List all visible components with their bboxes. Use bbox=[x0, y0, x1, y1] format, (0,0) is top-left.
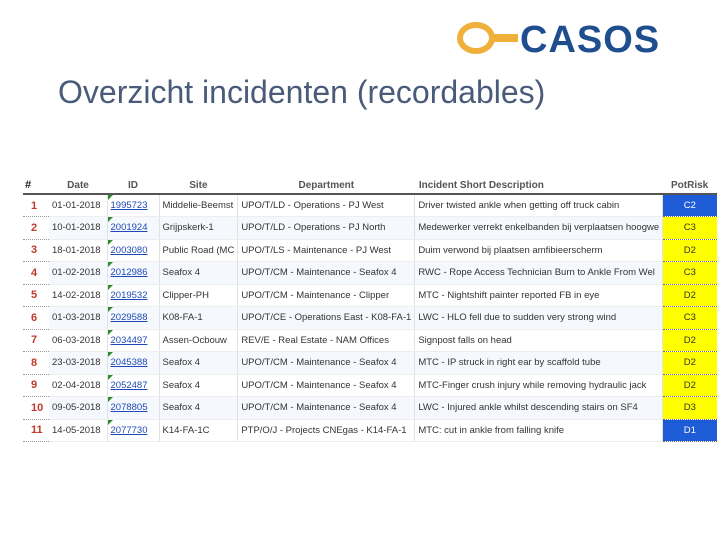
table-row bbox=[23, 194, 717, 217]
table-row bbox=[23, 419, 717, 442]
site-cell: Middelie-Beemst bbox=[159, 194, 238, 217]
table-header-row bbox=[23, 177, 717, 194]
incident-id-link[interactable]: 2019532 bbox=[107, 284, 159, 307]
potrisk-cell: D2 bbox=[663, 352, 717, 375]
description-cell: MTC - Nightshift painter reported FB in eye bbox=[415, 284, 663, 307]
incident-id-link[interactable]: 2003080 bbox=[107, 239, 159, 262]
page-title: Overzicht incidenten (recordables) bbox=[58, 74, 546, 110]
logo-dash-mark bbox=[492, 34, 518, 42]
row-number: 3 bbox=[23, 239, 49, 262]
site-cell: Seafox 4 bbox=[159, 352, 238, 375]
incident-id-link[interactable]: 1995723 bbox=[107, 194, 159, 217]
site-cell: Seafox 4 bbox=[159, 374, 238, 397]
potrisk-cell: C3 bbox=[663, 217, 717, 240]
site-cell: Seafox 4 bbox=[159, 397, 238, 420]
description-cell: Driver twisted ankle when getting off truck cabin bbox=[415, 194, 663, 217]
column-header-department: Department bbox=[238, 177, 415, 194]
row-number: 9 bbox=[23, 374, 49, 397]
department-cell: UPO/T/CM - Maintenance - Seafox 4 bbox=[238, 262, 415, 285]
description-cell: Signpost falls on head bbox=[415, 329, 663, 352]
row-number: 11 bbox=[23, 419, 49, 442]
incident-id-link[interactable]: 2034497 bbox=[107, 329, 159, 352]
description-cell: Medewerker verrekt enkelbanden bij verplaatsen hoogwe bbox=[415, 217, 663, 240]
site-cell: Grijpskerk-1 bbox=[159, 217, 238, 240]
logo-ring-mark bbox=[460, 25, 492, 51]
incident-id-link[interactable]: 2045388 bbox=[107, 352, 159, 375]
column-header-id: ID bbox=[107, 177, 159, 194]
potrisk-cell: D2 bbox=[663, 374, 717, 397]
potrisk-cell: D1 bbox=[663, 419, 717, 442]
incident-id-link[interactable]: 2052487 bbox=[107, 374, 159, 397]
department-cell: PTP/O/J - Projects CNEgas - K14-FA-1 bbox=[238, 419, 415, 442]
site-cell: Public Road (MC bbox=[159, 239, 238, 262]
department-cell: UPO/T/CE - Operations East - K08-FA-1 bbox=[238, 307, 415, 330]
site-cell: Clipper-PH bbox=[159, 284, 238, 307]
row-number: 10 bbox=[23, 397, 49, 420]
department-cell: UPO/T/CM - Maintenance - Seafox 4 bbox=[238, 397, 415, 420]
table-row bbox=[23, 284, 717, 307]
column-header-site: Site bbox=[159, 177, 238, 194]
department-cell: UPO/T/LD - Operations - PJ North bbox=[238, 217, 415, 240]
department-cell: UPO/T/LS - Maintenance - PJ West bbox=[238, 239, 415, 262]
description-cell: RWC - Rope Access Technician Burn to Ankle From Wel bbox=[415, 262, 663, 285]
row-number: 2 bbox=[23, 217, 49, 240]
potrisk-cell: C3 bbox=[663, 262, 717, 285]
incident-id-link[interactable]: 2029588 bbox=[107, 307, 159, 330]
casos-logo bbox=[456, 20, 696, 56]
site-cell: K14-FA-1C bbox=[159, 419, 238, 442]
row-number: 8 bbox=[23, 352, 49, 375]
incident-id-link[interactable]: 2078805 bbox=[107, 397, 159, 420]
row-number: 6 bbox=[23, 307, 49, 330]
date-cell: 06-03-2018 bbox=[49, 329, 107, 352]
date-cell: 01-02-2018 bbox=[49, 262, 107, 285]
site-cell: K08-FA-1 bbox=[159, 307, 238, 330]
potrisk-cell: D2 bbox=[663, 329, 717, 352]
table-row bbox=[23, 217, 717, 240]
table-row bbox=[23, 352, 717, 375]
date-cell: 14-05-2018 bbox=[49, 419, 107, 442]
department-cell: REV/E - Real Estate - NAM Offices bbox=[238, 329, 415, 352]
table-row bbox=[23, 239, 717, 262]
department-cell: UPO/T/LD - Operations - PJ West bbox=[238, 194, 415, 217]
row-number: 4 bbox=[23, 262, 49, 285]
potrisk-cell: C3 bbox=[663, 307, 717, 330]
date-cell: 09-05-2018 bbox=[49, 397, 107, 420]
row-number: 5 bbox=[23, 284, 49, 307]
logo-wordmark: CASOS bbox=[520, 20, 661, 56]
row-number: 7 bbox=[23, 329, 49, 352]
date-cell: 14-02-2018 bbox=[49, 284, 107, 307]
column-header-date: Date bbox=[49, 177, 107, 194]
site-cell: Seafox 4 bbox=[159, 262, 238, 285]
table-row bbox=[23, 329, 717, 352]
table-row bbox=[23, 307, 717, 330]
description-cell: MTC - IP struck in right ear by scaffold tube bbox=[415, 352, 663, 375]
department-cell: UPO/T/CM - Maintenance - Seafox 4 bbox=[238, 352, 415, 375]
incident-id-link[interactable]: 2077730 bbox=[107, 419, 159, 442]
description-cell: MTC-Finger crush injury while removing hydraulic jack bbox=[415, 374, 663, 397]
table-row bbox=[23, 374, 717, 397]
table-row bbox=[23, 262, 717, 285]
site-cell: Assen-Ocbouw bbox=[159, 329, 238, 352]
row-number: 1 bbox=[23, 194, 49, 217]
date-cell: 10-01-2018 bbox=[49, 217, 107, 240]
potrisk-cell: D3 bbox=[663, 397, 717, 420]
description-cell: Duim verwond bij plaatsen amfibieerscherm bbox=[415, 239, 663, 262]
description-cell: LWC - HLO fell due to sudden very strong wind bbox=[415, 307, 663, 330]
column-header-number: # bbox=[23, 177, 49, 194]
potrisk-cell: D2 bbox=[663, 239, 717, 262]
incident-id-link[interactable]: 2012986 bbox=[107, 262, 159, 285]
date-cell: 01-01-2018 bbox=[49, 194, 107, 217]
potrisk-cell: C2 bbox=[663, 194, 717, 217]
date-cell: 18-01-2018 bbox=[49, 239, 107, 262]
column-header-potrisk: PotRisk bbox=[663, 177, 717, 194]
description-cell: LWC - Injured ankle whilst descending stairs on SF4 bbox=[415, 397, 663, 420]
table-row bbox=[23, 397, 717, 420]
department-cell: UPO/T/CM - Maintenance - Clipper bbox=[238, 284, 415, 307]
column-header-description: Incident Short Description bbox=[415, 177, 663, 194]
date-cell: 02-04-2018 bbox=[49, 374, 107, 397]
date-cell: 01-03-2018 bbox=[49, 307, 107, 330]
incident-table bbox=[23, 177, 717, 442]
date-cell: 23-03-2018 bbox=[49, 352, 107, 375]
department-cell: UPO/T/CM - Maintenance - Seafox 4 bbox=[238, 374, 415, 397]
potrisk-cell: D2 bbox=[663, 284, 717, 307]
description-cell: MTC: cut in ankle from falling knife bbox=[415, 419, 663, 442]
incident-id-link[interactable]: 2001924 bbox=[107, 217, 159, 240]
